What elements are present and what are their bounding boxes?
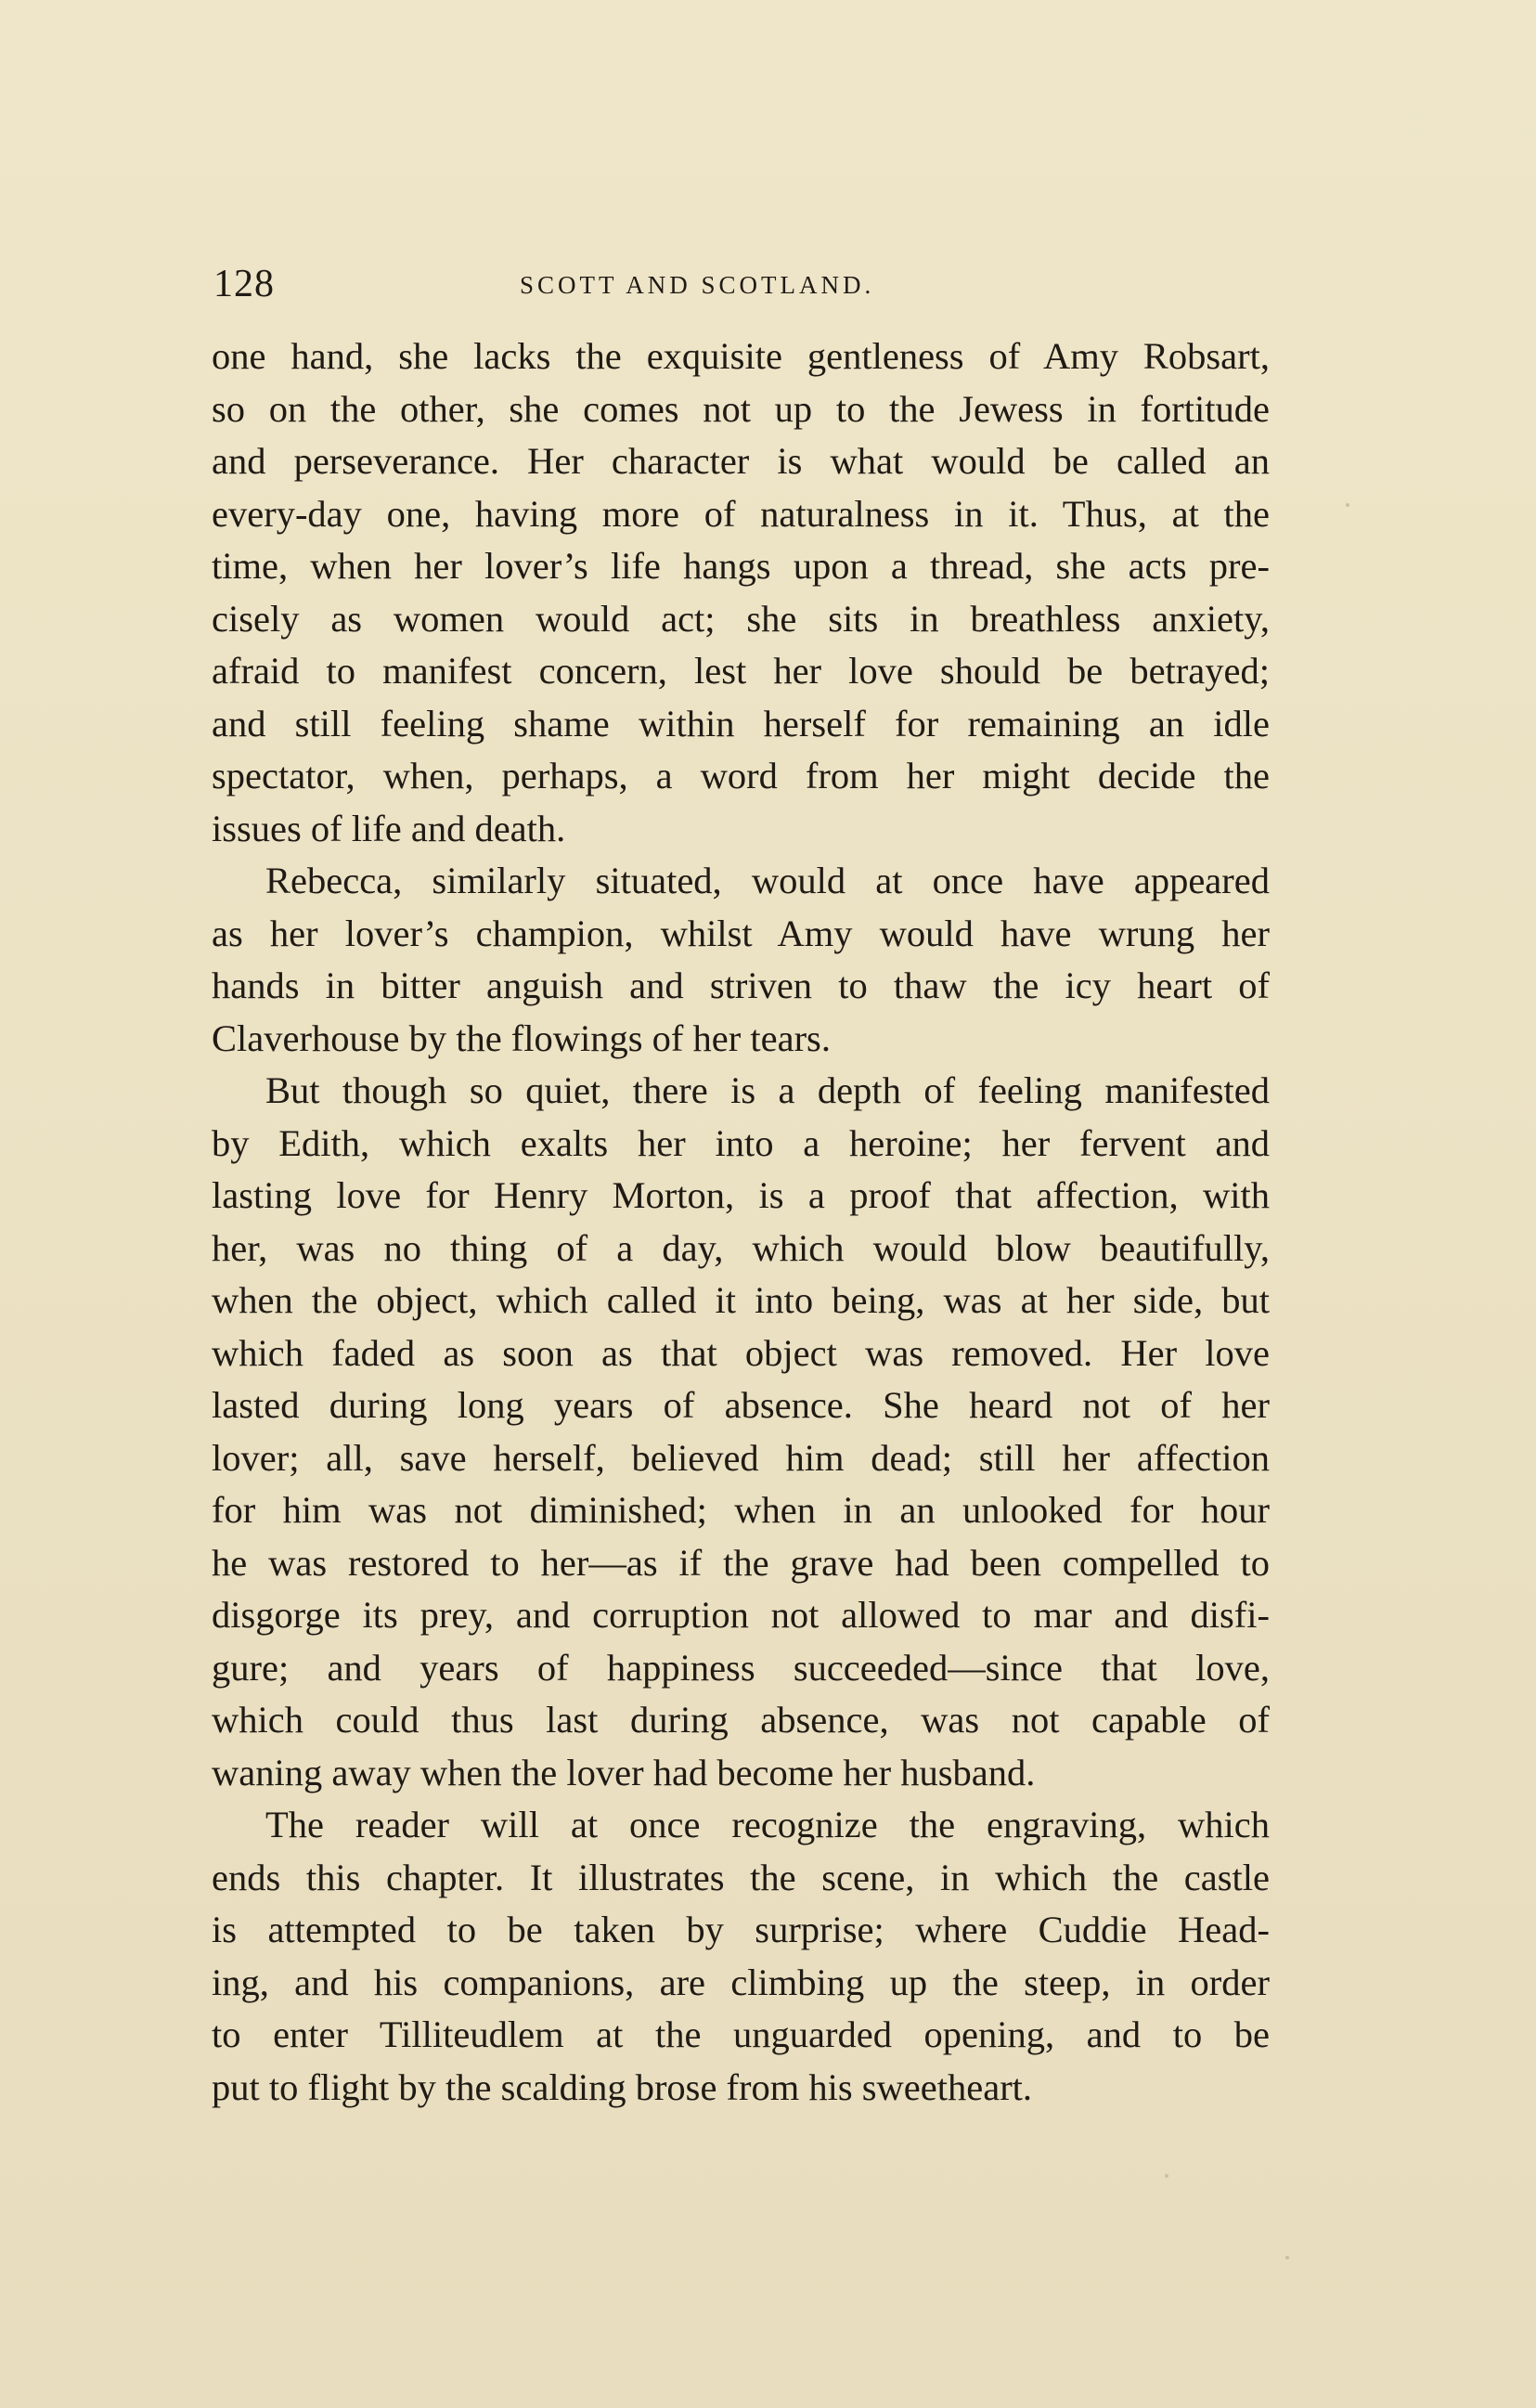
- text-line: is attempted to be taken by surprise; where Cuddie Head-: [212, 1909, 1270, 1950]
- text-line: so on the other, she comes not up to the Jewess in fortitude: [212, 387, 1270, 430]
- text-line: her, was no thing of a day, which would blow beautifully,: [212, 1226, 1270, 1269]
- text-line: But though so quiet, there is a depth of feeling manifested: [265, 1069, 1270, 1111]
- text-line: for him was not diminished; when in an unlooked for hour: [212, 1489, 1270, 1531]
- text-line: time, when her lover’s life hangs upon a thread, she acts pre-: [212, 545, 1270, 587]
- text-line: as her lover’s champion, whilst Amy would have wrung her: [212, 912, 1270, 954]
- text-line: by Edith, which exalts her into a heroine; her fervent and: [212, 1121, 1270, 1164]
- text-line: disgorge its prey, and corruption not allowed to mar and disfi-: [212, 1594, 1270, 1636]
- text-line: lover; all, save herself, believed him dead; still her affection: [212, 1436, 1270, 1479]
- text-line: lasted during long years of absence. She heard not of her: [212, 1384, 1270, 1426]
- paper-speck: [1346, 503, 1349, 507]
- paragraph-1: [212, 330, 1270, 855]
- text-line: afraid to manifest concern, lest her love should be betrayed;: [212, 650, 1270, 692]
- text-line: issues of life and death.: [212, 807, 566, 849]
- text-line: cisely as women would act; she sits in breathless anxiety,: [212, 597, 1270, 640]
- text-line: Claverhouse by the flowings of her tears.: [212, 1016, 831, 1059]
- text-line: Rebecca, similarly situated, would at once have appeared: [265, 860, 1270, 901]
- text-line: he was restored to her—as if the grave had been compelled to: [212, 1541, 1270, 1584]
- text-line: gure; and years of happiness succeeded—since that love,: [212, 1646, 1270, 1689]
- paper-speck: [1285, 2256, 1289, 2259]
- text-line: lasting love for Henry Morton, is a proof that affection, with: [212, 1174, 1270, 1216]
- running-title: SCOTT AND SCOTLAND.: [520, 271, 875, 299]
- body-text: [212, 330, 1270, 2114]
- text-line: every-day one, having more of naturalness in it. Thus, at the: [212, 492, 1270, 535]
- text-line: which could thus last during absence, was not capable of: [212, 1699, 1270, 1741]
- text-line: spectator, when, perhaps, a word from her might decide the: [212, 755, 1270, 796]
- paragraph-4: [212, 1799, 1270, 2114]
- text-line: and perseverance. Her character is what would be called an: [212, 440, 1270, 482]
- text-line: to enter Tilliteudlem at the unguarded opening, and to be: [212, 2013, 1270, 2055]
- text-line: hands in bitter anguish and striven to thaw the icy heart of: [212, 964, 1270, 1006]
- text-line: ends this chapter. It illustrates the scene, in which the castle: [212, 1856, 1270, 1898]
- text-line: ing, and his companions, are climbing up the steep, in order: [212, 1961, 1270, 2003]
- text-line: and still feeling shame within herself for remaining an idle: [212, 702, 1270, 744]
- text-line: put to flight by the scalding brose from his sweetheart.: [212, 2065, 1033, 2108]
- paragraph-2: [212, 855, 1270, 1065]
- text-line: one hand, she lacks the exquisite gentleness of Amy Robsart,: [212, 335, 1270, 377]
- paper-speck: [1165, 2174, 1168, 2178]
- text-line: which faded as soon as that object was removed. Her love: [212, 1331, 1270, 1374]
- text-line: The reader will at once recognize the engraving, which: [265, 1804, 1270, 1845]
- paragraph-3: [212, 1065, 1270, 1799]
- running-head: [213, 262, 1281, 308]
- text-line: waning away when the lover had become her husband.: [212, 1751, 1036, 1793]
- text-line: when the object, which called it into being, was at her side, but: [212, 1279, 1270, 1321]
- page-number: 128: [213, 263, 275, 305]
